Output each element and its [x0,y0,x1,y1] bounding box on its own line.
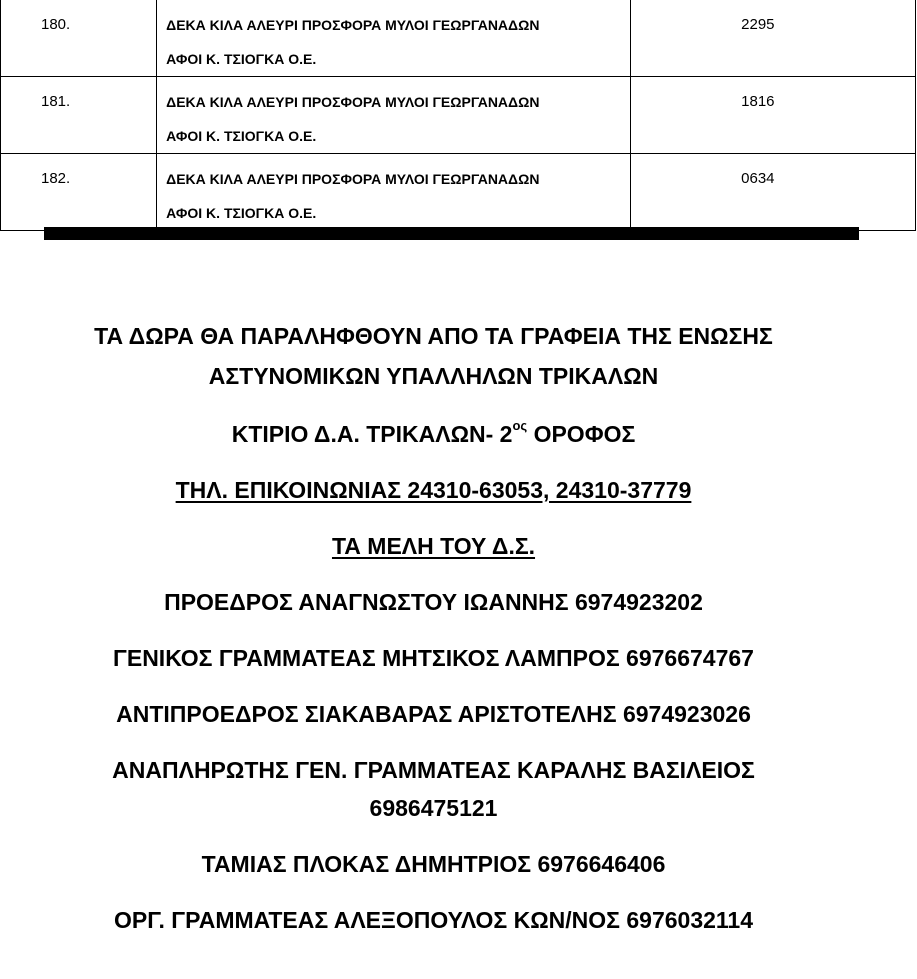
prize-description [157,77,631,154]
floor-ordinal: ος [512,418,528,434]
prize-description-line1: ΔΕΚΑ ΚΙΛΑ ΑΛΕΥΡΙ ΠΡΟΣΦΟΡΑ ΜΥΛΟΙ ΓΕΩΡΓΑΝΑΔΩΝ [166,17,540,33]
ticket-code: 2295 [630,0,915,77]
section-divider [44,227,859,240]
pickup-notice-line1: ΤΑ ΔΩΡΑ ΘΑ ΠΑΡΑΛΗΦΘΟΥΝ ΑΠΟ ΤΑ ΓΡΑΦΕΙΑ ΤΗΣ ΕΝΩΣΗΣ [94,323,773,349]
prize-description-line2: ΑΦΟΙ Κ. ΤΣΙΟΓΚΑ Ο.Ε. [166,51,317,67]
board-member-vice-president: ΑΝΤΙΠΡΟΕΔΡΟΣ ΣΙΑΚΑΒΑΡΑΣ ΑΡΙΣΤΟΤΕΛΗΣ 6974923026 [116,701,751,727]
ticket-code: 1816 [630,77,915,154]
board-member-general-secretary: ΓΕΝΙΚΟΣ ΓΡΑΜΜΑΤΕΑΣ ΜΗΤΣΙΚΟΣ ΛΑΜΠΡΟΣ 6976674767 [113,645,754,671]
table-row [1,77,916,154]
prize-description [157,0,631,77]
table-row [1,154,916,231]
prize-description-line1: ΔΕΚΑ ΚΙΛΑ ΑΛΕΥΡΙ ΠΡΟΣΦΟΡΑ ΜΥΛΟΙ ΓΕΩΡΓΑΝΑΔΩΝ [166,94,540,110]
building-name: ΚΤΙΡΙΟ Δ.Α. ΤΡΙΚΑΛΩΝ- 2 [231,421,513,447]
board-heading: ΤΑ ΜΕΛΗ ΤΟΥ Δ.Σ. [331,533,536,559]
prize-number: 182. [1,154,157,231]
prize-description-line2: ΑΦΟΙ Κ. ΤΣΙΟΓΚΑ Ο.Ε. [166,128,317,144]
prize-description-line2: ΑΦΟΙ Κ. ΤΣΙΟΓΚΑ Ο.Ε. [166,205,317,221]
board-member-treasurer: ΤΑΜΙΑΣ ΠΛΟΚΑΣ ΔΗΜΗΤΡΙΟΣ 6976646406 [201,851,666,877]
prize-number: 180. [1,0,157,77]
prize-description [157,154,631,231]
ticket-code: 0634 [630,154,915,231]
prizes-table [0,0,916,231]
contact-phones: ΤΗΛ. ΕΠΙΚΟΙΝΩΝΙΑΣ 24310-63053, 24310-37779 [175,477,692,503]
board-member-org-secretary: ΟΡΓ. ΓΡΑΜΜΑΤΕΑΣ ΑΛΕΞΟΠΟΥΛΟΣ ΚΩΝ/ΝΟΣ 6976032114 [113,907,754,933]
prize-number: 181. [1,77,157,154]
building-floor-line [0,420,867,448]
floor-label: ΟΡΟΦΟΣ [527,421,636,447]
board-member-deputy-secretary-phone: 6986475121 [369,795,498,821]
table-row [1,0,916,77]
board-member-deputy-secretary: ΑΝΑΠΛΗΡΩΤΗΣ ΓΕΝ. ΓΡΑΜΜΑΤΕΑΣ ΚΑΡΑΛΗΣ ΒΑΣΙΛΕΙΟΣ [112,757,755,783]
board-member-president: ΠΡΟΕΔΡΟΣ ΑΝΑΓΝΩΣΤΟΥ ΙΩΑΝΝΗΣ 6974923202 [164,589,703,615]
prize-description-line1: ΔΕΚΑ ΚΙΛΑ ΑΛΕΥΡΙ ΠΡΟΣΦΟΡΑ ΜΥΛΟΙ ΓΕΩΡΓΑΝΑΔΩΝ [166,171,540,187]
pickup-notice-line2: ΑΣΤΥΝΟΜΙΚΩΝ ΥΠΑΛΛΗΛΩΝ ΤΡΙΚΑΛΩΝ [208,363,659,389]
